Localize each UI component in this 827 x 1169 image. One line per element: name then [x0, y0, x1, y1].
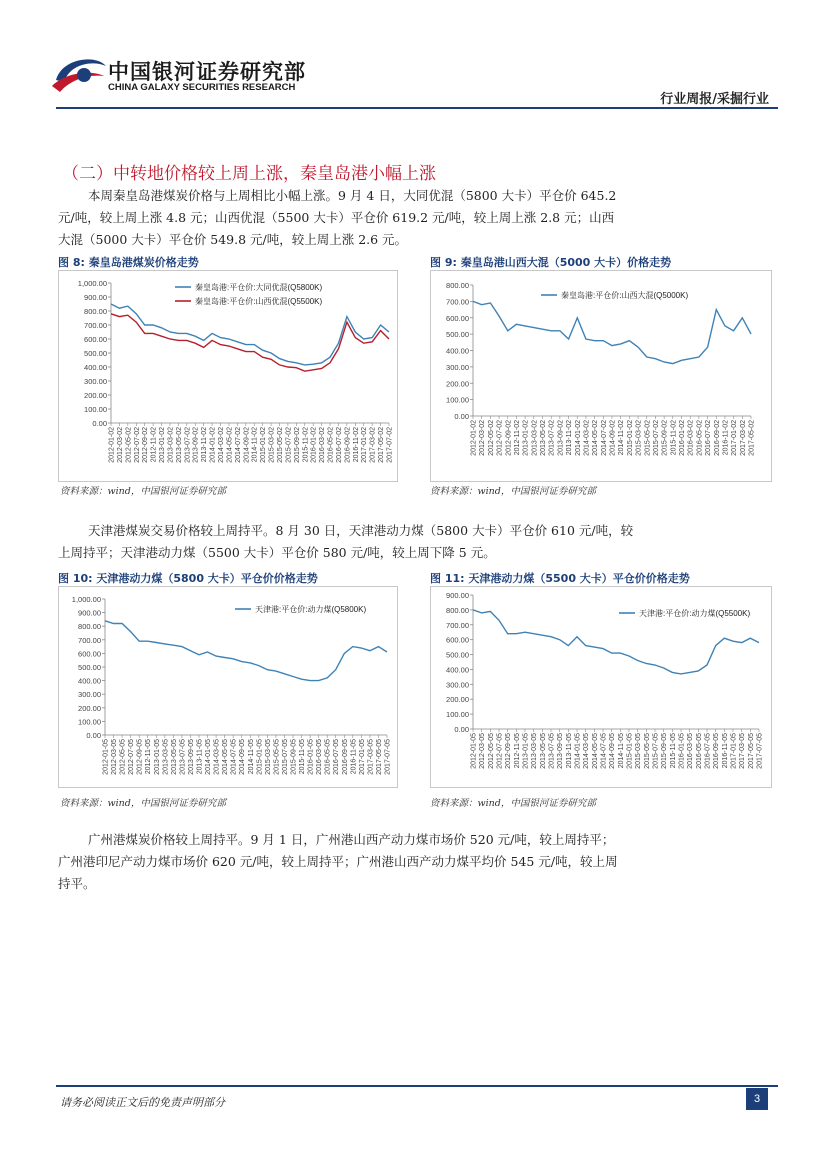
y-tick-label: 200.00 — [84, 391, 107, 400]
x-tick-label: 2016-05-02 — [696, 420, 704, 456]
figure-8-source: 资料来源：wind，中国银河证券研究部 — [60, 486, 226, 497]
y-tick-label: 600.00 — [84, 335, 107, 344]
x-tick-label: 2014-11-05 — [247, 739, 255, 775]
x-tick-label: 2013-05-05 — [170, 739, 178, 775]
paragraph-guangzhou: 广州港煤炭价格较上周持平。9 月 1 日，广州港山西产动力煤市场价 520 元/吨，较上周持平；广州港印尼产动力煤市场价 620 元/吨，较上周持平；广州港山西产动力煤平均价 545 元/吨，较上周持平。 — [58, 832, 618, 891]
x-tick-label: 2012-07-02 — [496, 420, 504, 456]
y-tick-label: 400.00 — [446, 665, 469, 675]
x-tick-label: 2016-07-02 — [705, 420, 713, 456]
x-tick-label: 2012-09-05 — [505, 733, 513, 769]
x-tick-label: 2016-05-05 — [695, 733, 703, 769]
x-tick-label: 2015-01-02 — [260, 427, 268, 463]
x-tick-label: 2014-01-02 — [209, 427, 217, 463]
series-line — [473, 301, 751, 363]
x-tick-label: 2014-01-05 — [205, 739, 213, 775]
x-tick-label: 2013-11-05 — [196, 739, 204, 775]
x-tick-label: 2013-05-02 — [175, 427, 183, 463]
y-tick-label: 100.00 — [446, 395, 469, 405]
galaxy-logo-icon — [48, 52, 110, 98]
y-tick-label: 700.00 — [446, 297, 469, 307]
x-tick-label: 2017-01-05 — [358, 739, 366, 775]
x-tick-label: 2013-01-02 — [159, 427, 167, 463]
x-tick-label: 2015-01-05 — [256, 739, 264, 775]
x-tick-label: 2013-09-02 — [557, 420, 565, 456]
series-line — [111, 314, 389, 371]
x-tick-label: 2016-01-05 — [307, 739, 315, 775]
x-tick-label: 2012-03-02 — [479, 420, 487, 456]
x-tick-label: 2014-05-05 — [591, 733, 599, 769]
x-tick-label: 2016-01-02 — [310, 427, 318, 463]
x-tick-label: 2015-01-05 — [626, 733, 634, 769]
y-tick-label: 700.00 — [78, 635, 101, 645]
x-tick-label: 2016-05-02 — [327, 427, 335, 463]
x-tick-label: 2012-01-05 — [102, 739, 110, 775]
x-tick-label: 2016-01-05 — [678, 733, 686, 769]
figure-9-plot — [431, 271, 771, 481]
x-tick-label: 2015-11-02 — [302, 427, 310, 463]
x-tick-label: 2015-11-05 — [299, 739, 307, 775]
figure-11-source: 资料来源：wind，中国银河证券研究部 — [430, 798, 596, 809]
y-tick-label: 200.00 — [78, 703, 101, 713]
x-tick-label: 2016-11-05 — [721, 733, 729, 769]
x-tick-label: 2013-11-02 — [201, 427, 209, 463]
y-tick-label: 800.00 — [78, 622, 101, 632]
x-tick-label: 2017-05-05 — [375, 739, 383, 775]
logo-chinese-name: 中国银河证券研究部 — [108, 60, 306, 84]
x-tick-label: 2017-05-05 — [747, 733, 755, 769]
x-tick-label: 2013-03-02 — [167, 427, 175, 463]
x-tick-label: 2017-03-05 — [367, 739, 375, 775]
y-tick-label: 700.00 — [84, 321, 107, 330]
y-tick-label: 0.00 — [454, 412, 469, 421]
y-tick-label: 500.00 — [446, 650, 469, 660]
x-tick-label: 2015-05-05 — [643, 733, 651, 769]
x-tick-label: 2012-09-02 — [142, 427, 150, 463]
y-tick-label: 300.00 — [84, 377, 107, 386]
x-tick-label: 2012-05-05 — [487, 733, 495, 769]
y-tick-label: 600.00 — [78, 649, 101, 659]
x-tick-label: 2013-07-02 — [184, 427, 192, 463]
y-tick-label: 500.00 — [446, 330, 469, 340]
x-tick-label: 2013-07-05 — [548, 733, 556, 769]
x-tick-label: 2017-03-02 — [369, 427, 377, 463]
x-tick-label: 2014-03-02 — [583, 420, 591, 456]
x-tick-label: 2016-09-05 — [713, 733, 721, 769]
x-tick-label: 2016-09-02 — [344, 427, 352, 463]
y-tick-label: 100.00 — [446, 710, 469, 720]
figure-11-plot — [431, 587, 771, 787]
x-tick-label: 2014-07-05 — [600, 733, 608, 769]
company-logo — [48, 52, 110, 98]
x-tick-label: 2014-11-02 — [251, 427, 259, 463]
x-tick-label: 2013-01-02 — [522, 420, 530, 456]
x-tick-label: 2016-03-02 — [319, 427, 327, 463]
y-tick-label: 300.00 — [446, 680, 469, 690]
x-tick-label: 2016-09-05 — [341, 739, 349, 775]
x-tick-label: 2015-07-05 — [652, 733, 660, 769]
x-tick-label: 2014-01-05 — [574, 733, 582, 769]
x-tick-label: 2012-03-05 — [111, 739, 119, 775]
y-tick-label: 0.00 — [92, 419, 107, 428]
y-tick-label: 800.00 — [446, 605, 469, 615]
x-tick-label: 2012-07-02 — [133, 427, 141, 463]
x-tick-label: 2014-03-05 — [213, 739, 221, 775]
figure-10-source: 资料来源：wind，中国银河证券研究部 — [60, 798, 226, 809]
y-tick-label: 800.00 — [84, 307, 107, 316]
y-tick-label: 1,000.00 — [71, 595, 101, 604]
y-tick-label: 400.00 — [78, 676, 101, 686]
x-tick-label: 2012-11-02 — [513, 420, 521, 456]
x-tick-label: 2012-05-02 — [487, 420, 495, 456]
x-tick-label: 2014-05-02 — [592, 420, 600, 456]
y-tick-label: 300.00 — [446, 362, 469, 372]
y-tick-label: 600.00 — [446, 635, 469, 645]
y-tick-label: 600.00 — [446, 313, 469, 323]
x-tick-label: 2014-07-02 — [600, 420, 608, 456]
x-tick-label: 2015-05-05 — [273, 739, 281, 775]
x-tick-label: 2014-05-02 — [226, 427, 234, 463]
x-tick-label: 2017-01-02 — [731, 420, 739, 456]
y-tick-label: 300.00 — [78, 690, 101, 700]
x-tick-label: 2012-03-05 — [479, 733, 487, 769]
y-tick-label: 200.00 — [446, 379, 469, 389]
x-tick-label: 2013-01-05 — [153, 739, 161, 775]
y-tick-label: 0.00 — [454, 725, 469, 734]
x-tick-label: 2015-07-02 — [652, 420, 660, 456]
figure-10-chart — [58, 586, 398, 788]
figure-9-source: 资料来源：wind，中国银河证券研究部 — [430, 486, 596, 497]
y-tick-label: 900.00 — [78, 608, 101, 618]
figure-9-chart — [430, 270, 772, 482]
x-tick-label: 2017-07-05 — [756, 733, 764, 769]
x-tick-label: 2015-03-02 — [268, 427, 276, 463]
footer-disclaimer: 请务必阅读正文后的免责声明部分 — [60, 1096, 225, 1109]
legend-label: 秦皇岛港:平仓价:山西优混(Q5500K) — [195, 297, 323, 306]
x-tick-label: 2013-05-05 — [539, 733, 547, 769]
x-tick-label: 2016-03-05 — [316, 739, 324, 775]
y-tick-label: 500.00 — [84, 349, 107, 358]
legend-label: 天津港:平仓价:动力煤(Q5800K) — [255, 605, 367, 614]
x-tick-label: 2013-05-02 — [540, 420, 547, 456]
x-tick-label: 2012-07-05 — [128, 739, 136, 775]
header-rule — [56, 107, 778, 109]
x-tick-label: 2016-09-02 — [713, 420, 721, 456]
x-tick-label: 2014-01-02 — [574, 420, 582, 456]
x-tick-label: 2015-03-05 — [264, 739, 272, 775]
x-tick-label: 2013-09-02 — [192, 427, 200, 463]
x-tick-label: 2016-03-02 — [687, 420, 695, 456]
x-tick-label: 2017-05-02 — [378, 427, 386, 463]
x-tick-label: 2015-03-02 — [635, 420, 643, 456]
y-tick-label: 100.00 — [78, 717, 101, 727]
figure-11-caption: 图 11: 天津港动力煤（5500 大卡）平仓价价格走势 — [430, 572, 690, 585]
x-tick-label: 2014-03-05 — [583, 733, 591, 769]
x-tick-label: 2014-07-02 — [234, 427, 242, 463]
y-tick-label: 800.00 — [446, 281, 469, 290]
series-line — [111, 304, 389, 365]
x-tick-label: 2016-07-05 — [333, 739, 341, 775]
x-tick-label: 2013-09-05 — [557, 733, 565, 769]
y-tick-label: 400.00 — [446, 346, 469, 356]
x-tick-label: 2017-07-05 — [384, 739, 392, 775]
x-tick-label: 2015-11-05 — [669, 733, 677, 769]
x-tick-label: 2015-01-02 — [626, 420, 634, 456]
x-tick-label: 2013-07-02 — [548, 420, 556, 456]
series-line — [105, 621, 387, 681]
x-tick-label: 2015-05-02 — [276, 427, 284, 463]
x-tick-label: 2013-09-05 — [187, 739, 195, 775]
paragraph-qinhuangdao: 本周秦皇岛港煤炭价格与上周相比小幅上涨。9 月 4 日，大同优混（5800 大卡）平仓价 645.2 元/吨，较上周上涨 4.8 元；山西优混（5500 大卡）平仓价 619.2 元/吨，较上周上涨 2.8 元；山西大混（5000 大卡）平仓价 549.8 元/吨，较上周上涨 2.6 元。 — [58, 188, 617, 247]
x-tick-label: 2012-09-02 — [505, 420, 513, 456]
x-tick-label: 2017-01-02 — [361, 427, 369, 463]
x-tick-label: 2014-03-02 — [218, 427, 226, 463]
x-tick-label: 2015-07-02 — [285, 427, 293, 463]
x-tick-label: 2016-05-05 — [324, 739, 332, 775]
y-tick-label: 900.00 — [84, 293, 107, 302]
report-category: 行业周报/采掘行业 — [660, 92, 769, 107]
figure-9-caption: 图 9: 秦皇岛港山西大混（5000 大卡）价格走势 — [430, 256, 672, 269]
y-tick-label: 400.00 — [84, 363, 107, 372]
x-tick-label: 2014-09-02 — [609, 420, 617, 456]
x-tick-label: 2016-01-02 — [679, 420, 686, 456]
x-tick-label: 2014-05-05 — [222, 739, 230, 775]
x-tick-label: 2012-11-02 — [150, 427, 158, 463]
x-tick-label: 2016-07-05 — [704, 733, 712, 769]
x-tick-label: 2016-03-05 — [687, 733, 695, 769]
x-tick-label: 2012-09-05 — [136, 739, 144, 775]
section-title: （二）中转地价格较上周上涨，秦皇岛港小幅上涨 — [62, 164, 436, 184]
x-tick-label: 2012-05-02 — [125, 427, 133, 463]
x-tick-label: 2013-11-02 — [566, 420, 574, 456]
y-tick-label: 1,000.00 — [77, 279, 107, 288]
x-tick-label: 2015-09-05 — [661, 733, 669, 769]
x-tick-label: 2012-07-05 — [496, 733, 504, 769]
y-tick-label: 500.00 — [78, 663, 101, 672]
x-tick-label: 2012-01-05 — [470, 733, 478, 769]
footer-rule — [56, 1085, 778, 1087]
x-tick-label: 2012-11-05 — [145, 739, 153, 775]
x-tick-label: 2012-01-02 — [470, 420, 478, 456]
legend-label: 天津港:平仓价:动力煤(Q5500K) — [639, 609, 751, 618]
y-tick-label: 0.00 — [86, 731, 101, 740]
x-tick-label: 2014-09-02 — [243, 427, 251, 463]
x-tick-label: 2015-05-02 — [644, 420, 652, 456]
x-tick-label: 2013-01-05 — [522, 733, 530, 769]
x-tick-label: 2017-03-02 — [739, 420, 747, 456]
x-tick-label: 2015-09-05 — [290, 739, 298, 775]
x-tick-label: 2015-07-05 — [281, 739, 289, 775]
x-tick-label: 2012-11-05 — [513, 733, 521, 769]
x-tick-label: 2016-07-02 — [335, 427, 343, 463]
page-number: 3 — [746, 1088, 768, 1110]
figure-8-chart — [58, 270, 398, 482]
figure-8-caption: 图 8: 秦皇岛港煤炭价格走势 — [58, 256, 199, 269]
x-tick-label: 2016-11-05 — [350, 739, 358, 775]
figure-11-chart — [430, 586, 772, 788]
x-tick-label: 2014-11-02 — [618, 420, 626, 456]
figure-8-plot — [59, 271, 397, 481]
x-tick-label: 2012-03-02 — [116, 427, 124, 463]
x-tick-label: 2013-03-02 — [531, 420, 539, 456]
x-tick-label: 2017-07-02 — [386, 427, 394, 463]
figure-10-caption: 图 10: 天津港动力煤（5800 大卡）平仓价价格走势 — [58, 572, 318, 585]
legend-label: 秦皇岛港:平仓价:山西大混(Q5000K) — [561, 291, 689, 300]
figure-10-plot — [59, 587, 397, 787]
y-tick-label: 200.00 — [446, 695, 469, 705]
paragraph-tianjin: 天津港煤炭交易价格较上周持平。8 月 30 日，天津港动力煤（5800 大卡）平仓价 610 元/吨，较上周持平；天津港动力煤（5500 大卡）平仓价 580 元/吨，较上周下降 5 元。 — [58, 523, 634, 560]
x-tick-label: 2013-03-05 — [531, 733, 539, 769]
x-tick-label: 2017-05-02 — [748, 420, 756, 456]
x-tick-label: 2013-03-05 — [162, 739, 170, 775]
x-tick-label: 2016-11-02 — [722, 420, 730, 456]
x-tick-label: 2017-03-05 — [739, 733, 747, 769]
series-line — [473, 610, 759, 674]
x-tick-label: 2013-11-05 — [565, 733, 573, 769]
x-tick-label: 2017-01-05 — [730, 733, 738, 769]
x-tick-label: 2015-09-02 — [661, 420, 669, 456]
x-tick-label: 2016-11-02 — [352, 427, 360, 463]
x-tick-label: 2014-11-05 — [617, 733, 625, 769]
x-tick-label: 2015-03-05 — [635, 733, 643, 769]
x-tick-label: 2013-07-05 — [179, 739, 187, 775]
legend-label: 秦皇岛港:平仓价:大同优混(Q5800K) — [195, 283, 323, 292]
x-tick-label: 2014-09-05 — [609, 733, 617, 769]
x-tick-label: 2014-07-05 — [230, 739, 238, 775]
logo-english-name: CHINA GALAXY SECURITIES RESEARCH — [108, 82, 296, 93]
x-tick-label: 2012-05-05 — [119, 739, 127, 775]
x-tick-label: 2015-09-02 — [293, 427, 301, 463]
x-tick-label: 2014-09-05 — [239, 739, 247, 775]
y-tick-label: 700.00 — [446, 620, 469, 630]
y-tick-label: 900.00 — [446, 591, 469, 600]
x-tick-label: 2012-01-02 — [108, 427, 116, 463]
x-tick-label: 2015-11-02 — [670, 420, 678, 456]
y-tick-label: 100.00 — [84, 405, 107, 414]
